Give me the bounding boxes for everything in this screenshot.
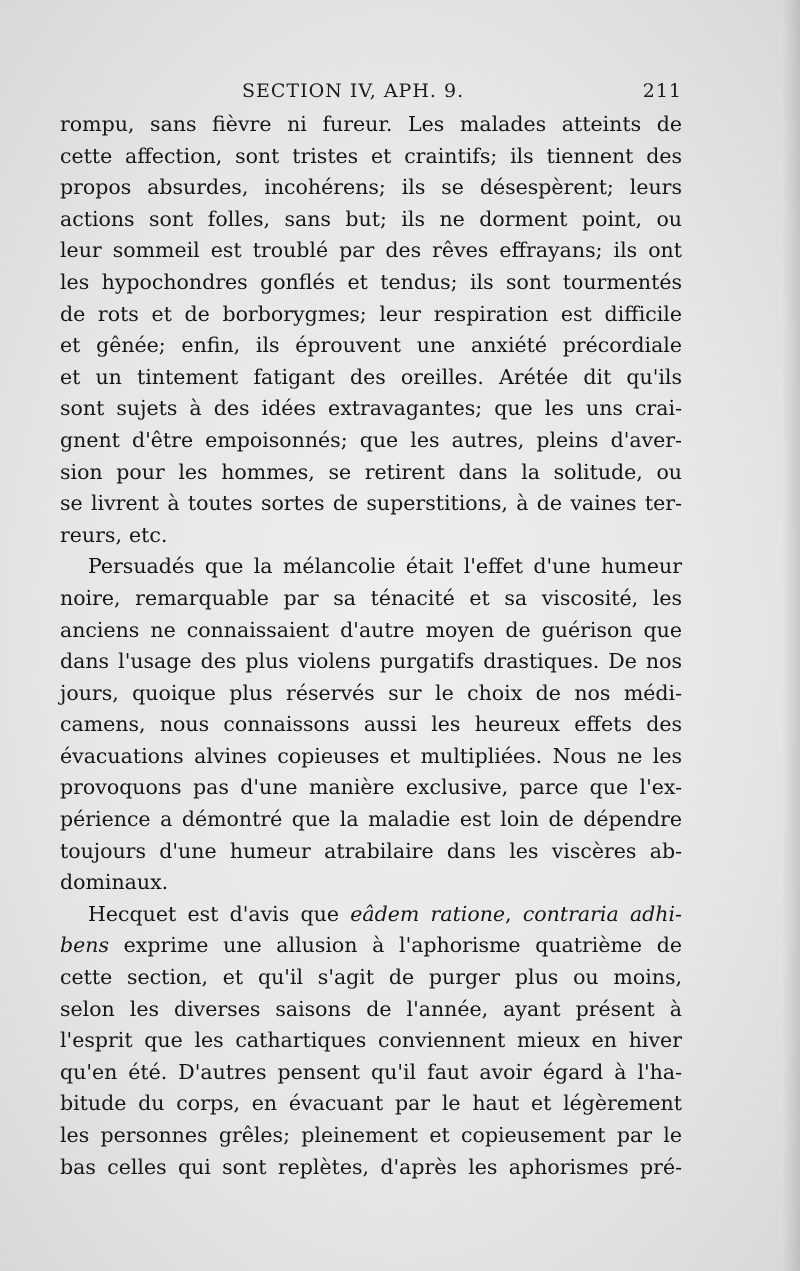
- section-title: SECTION IV, APH. 9.: [242, 80, 465, 102]
- text-line: les personnes grêles; pleinement et copieusement par le: [60, 1123, 682, 1147]
- text-line: toujours d'une humeur atrabilaire dans les viscères ab-: [60, 838, 682, 863]
- text-line: propos absurdes, incohérens; ils se désespèrent; leurs: [60, 175, 682, 200]
- text-line: évacuations alvines copieuses et multipliées. Nous ne les: [60, 743, 682, 768]
- text-line: [60, 930, 682, 962]
- latin-phrase: contraria adhi-: [522, 901, 682, 926]
- text-line: cette section, et qu'il s'agit de purger plus ou moins,: [60, 965, 682, 990]
- text-line: de rots et de borborygmes; leur respiration est difficile: [60, 301, 682, 326]
- text-line: périence a démontré que la maladie est loin de dépendre: [60, 807, 682, 832]
- text-segment: Hecquet est d'avis que: [88, 901, 351, 926]
- text-line: sont sujets à des idées extravagantes; que les uns crai-: [60, 396, 682, 421]
- text-line: noire, remarquable par sa ténacité et sa viscosité, les: [60, 585, 682, 610]
- text-segment: ,: [505, 901, 523, 926]
- text-line: sion pour les hommes, se retirent dans la solitude, ou: [60, 459, 682, 484]
- text-line: [60, 899, 682, 931]
- text-line: reurs, etc.: [60, 522, 168, 547]
- text-line: dominaux.: [60, 870, 169, 895]
- text-line: actions sont folles, sans but; ils ne dorment point, ou: [60, 206, 682, 231]
- text-line: gnent d'être empoisonnés; que les autres, pleins d'aver-: [60, 427, 682, 452]
- page-edge-shadow: [782, 0, 800, 1271]
- running-head: [60, 76, 682, 106]
- text-line: se livrent à toutes sortes de superstitions, à de vaines ter-: [60, 491, 682, 516]
- text-line: bas celles qui sont replètes, d'après les aphorismes pré-: [60, 1154, 682, 1179]
- latin-phrase: eâdem ratione: [350, 901, 506, 926]
- text-line: selon les diverses saisons de l'année, ayant présent à: [60, 996, 682, 1021]
- text-line: anciens ne connaissaient d'autre moyen de guérison que: [60, 617, 682, 642]
- text-line: les hypochondres gonflés et tendus; ils sont tourmentés: [60, 269, 682, 294]
- page-number: 211: [642, 80, 682, 102]
- text-line: rompu, sans fièvre ni fureur. Les malades atteints de: [60, 112, 682, 136]
- text-line: provoquons pas d'une manière exclusive, parce que l'ex-: [60, 775, 682, 800]
- text-line: dans l'usage des plus violens purgatifs drastiques. De nos: [60, 649, 682, 674]
- text-segment: exprime une allusion à l'aphorisme quatrième de: [108, 933, 682, 958]
- text-line: Persuadés que la mélancolie était l'effet d'une humeur: [88, 554, 682, 579]
- text-line: qu'en été. D'autres pensent qu'il faut avoir égard à l'ha-: [60, 1059, 682, 1084]
- text-line: leur sommeil est troublé par des rêves effrayans; ils ont: [60, 238, 682, 263]
- text-line: cette affection, sont tristes et craintifs; ils tiennent des: [60, 143, 682, 168]
- text-line: et un tintement fatigant des oreilles. Arétée dit qu'ils: [60, 364, 682, 389]
- text-line: bitude du corps, en évacuant par le haut et légèrement: [60, 1091, 682, 1116]
- text-line: l'esprit que les cathartiques conviennent mieux en hiver: [60, 1028, 682, 1053]
- text-line: et gênée; enfin, ils éprouvent une anxiété précordiale: [60, 333, 682, 358]
- body-text: [60, 109, 682, 1183]
- text-line: jours, quoique plus réservés sur le choix de nos médi-: [60, 680, 682, 705]
- latin-phrase: bens: [60, 933, 109, 958]
- text-line: camens, nous connaissons aussi les heureux effets des: [60, 712, 682, 737]
